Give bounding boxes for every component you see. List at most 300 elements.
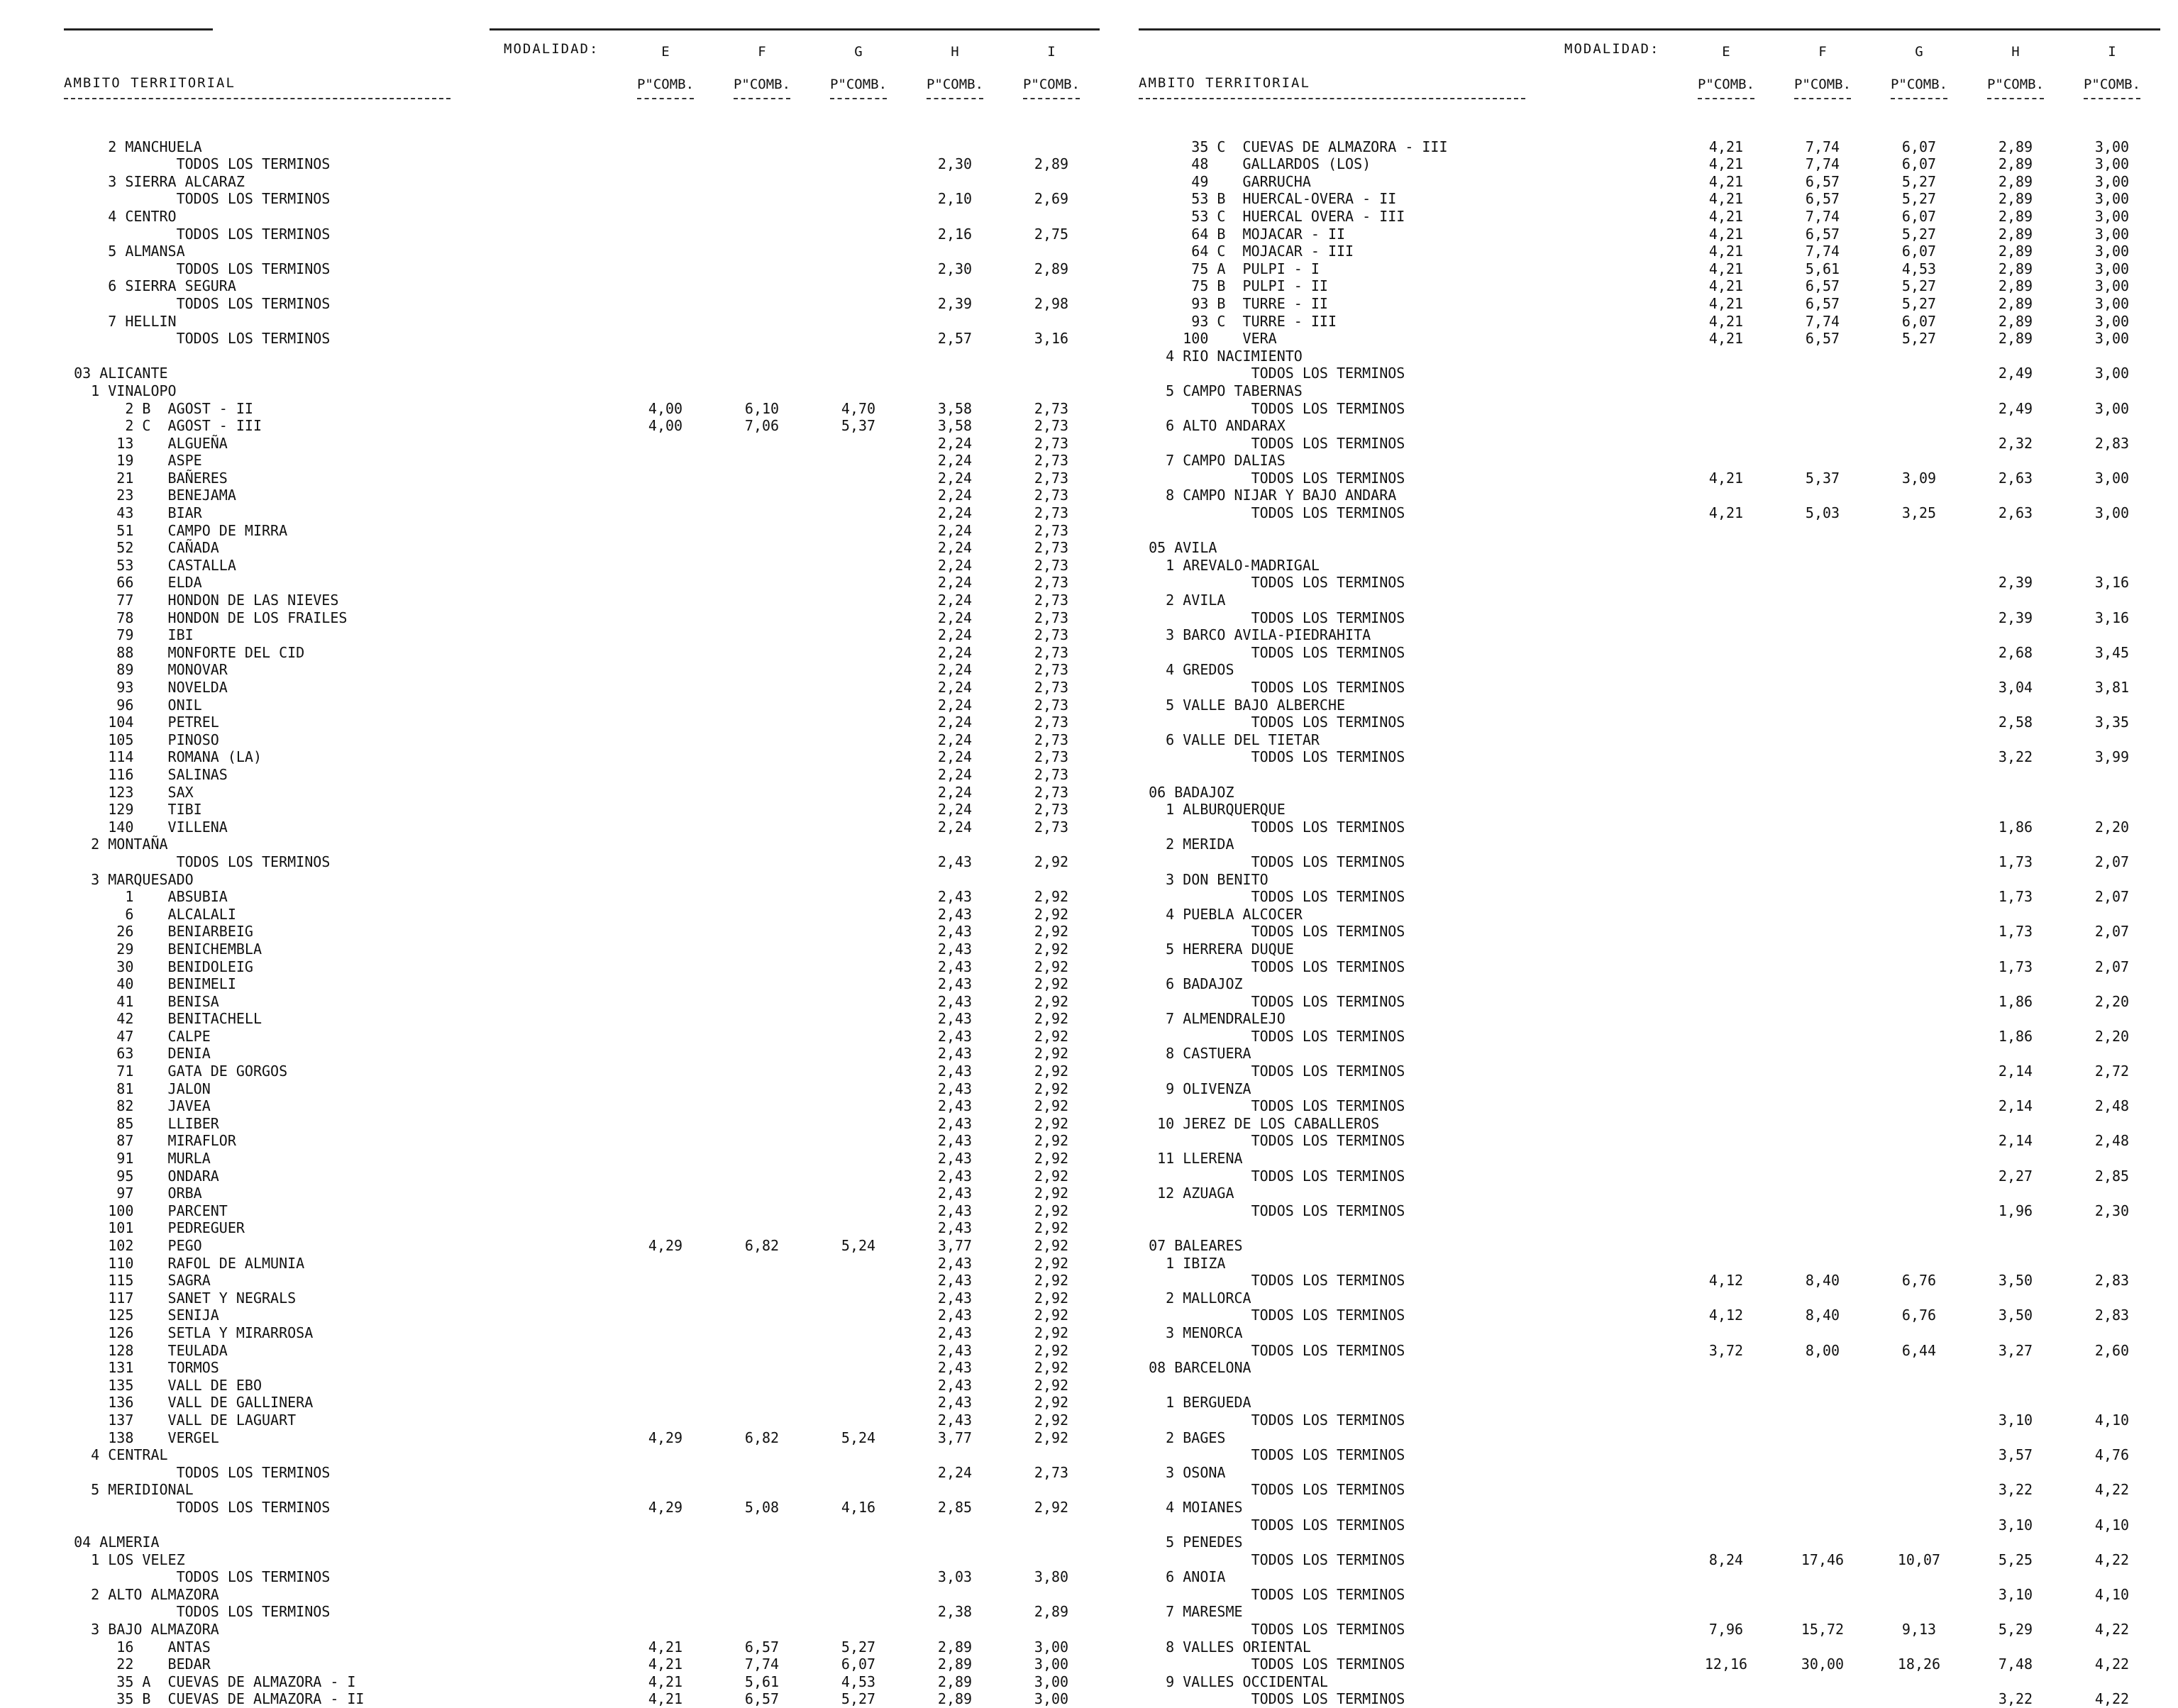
territory-name: 75 A PULPI - I: [1132, 260, 1320, 277]
territory-name: 129 TIBI: [57, 801, 202, 819]
table-row: [1132, 1132, 2167, 1150]
value-h: 3,10: [1998, 1516, 2033, 1534]
value-i: 2,20: [2094, 818, 2130, 836]
table-row: [1132, 714, 2167, 731]
value-i: 3,80: [1034, 1568, 1069, 1586]
territory-name: TODOS LOS TERMINOS: [1132, 1411, 1405, 1429]
territory-name: 8 CAMPO NIJAR Y BAJO ANDARA: [1132, 487, 1397, 504]
table-row: [1132, 1045, 2167, 1063]
territory-name: 88 MONFORTE DEL CID: [57, 643, 305, 661]
territory-name: TODOS LOS TERMINOS: [1132, 888, 1405, 906]
table-row: [1132, 1219, 2167, 1237]
territory-name: TODOS LOS TERMINOS: [1132, 1272, 1405, 1290]
value-h: 2,24: [937, 661, 973, 679]
territory-name: TODOS LOS TERMINOS: [1132, 1202, 1405, 1219]
table-row: [1132, 173, 2167, 191]
value-h: 2,24: [937, 609, 973, 626]
territory-name: 1 VINALOPO: [57, 382, 177, 399]
table-row: [1132, 1464, 2167, 1482]
territory-name: TODOS LOS TERMINOS: [1132, 1621, 1405, 1638]
value-f: 6,57: [1805, 225, 1840, 243]
value-i: 2,92: [1034, 1080, 1069, 1097]
value-i: 3,00: [2094, 243, 2130, 260]
table-row: [1132, 313, 2167, 331]
value-i: 2,73: [1034, 556, 1069, 574]
value-e: 4,21: [648, 1638, 683, 1656]
value-g: 5,24: [841, 1237, 876, 1254]
territory-name: 1 ALBURQUERQUE: [1132, 801, 1286, 819]
value-i: 3,45: [2094, 643, 2130, 661]
territory-name: 125 SENIJA: [57, 1307, 219, 1324]
value-i: 3,00: [1034, 1673, 1069, 1690]
value-i: 3,00: [2094, 225, 2130, 243]
table-row: [1132, 1377, 2167, 1394]
value-i: 2,92: [1034, 1429, 1069, 1446]
table-row: [1132, 1638, 2167, 1656]
value-h: 2,24: [937, 1463, 973, 1481]
territory-name: 6 ALTO ANDARAX: [1132, 417, 1286, 435]
value-i: 2,73: [1034, 521, 1069, 539]
value-i: 2,92: [1034, 905, 1069, 923]
territory-name: 115 SAGRA: [57, 1272, 211, 1290]
territory-name: 51 CAMPO DE MIRRA: [57, 521, 288, 539]
pcomb-g-underline: [830, 98, 887, 99]
territory-name: 42 BENITACHELL: [57, 1010, 262, 1028]
table-row: [1132, 121, 2167, 138]
territory-name: 1 ABSUBIA: [57, 888, 228, 906]
territory-name: 49 GARRUCHA: [1132, 172, 1311, 190]
value-i: 2,83: [2094, 434, 2130, 452]
value-h: 2,43: [937, 1080, 973, 1097]
value-i: 3,00: [2094, 399, 2130, 417]
value-e: 4,12: [1708, 1272, 1744, 1290]
value-h: 3,10: [1998, 1585, 2033, 1603]
value-i: 2,73: [1034, 661, 1069, 679]
value-g: 5,27: [1901, 172, 1937, 190]
value-h: 2,24: [937, 679, 973, 696]
value-e: 3,72: [1708, 1341, 1744, 1359]
pcomb-h-label: P"COMB.: [926, 77, 984, 92]
value-i: 2,92: [1034, 1063, 1069, 1080]
table-row: [1132, 731, 2167, 749]
table-row: [57, 1534, 1107, 1551]
territory-name: 5 PENEDES: [1132, 1534, 1243, 1551]
value-i: 3,00: [2094, 260, 2130, 277]
territory-name: 79 IBI: [57, 626, 194, 644]
value-i: 2,92: [1034, 1394, 1069, 1412]
territory-name: 53 CASTALLA: [57, 556, 236, 574]
table-row: [1132, 190, 2167, 208]
table-row: [57, 226, 1107, 243]
table-row: [1132, 1534, 2167, 1551]
pcomb-h-underline: [927, 98, 983, 99]
table-row: [57, 714, 1107, 731]
value-h: 2,43: [937, 1307, 973, 1324]
value-h: 2,30: [937, 260, 973, 277]
table-row: [57, 1394, 1107, 1412]
col-f-label-right: F: [1818, 44, 1827, 60]
table-row: [57, 871, 1107, 889]
value-h: 2,43: [937, 1063, 973, 1080]
value-h: 2,89: [1998, 172, 2033, 190]
value-e: 4,21: [1708, 277, 1744, 295]
territory-name: TODOS LOS TERMINOS: [1132, 1132, 1405, 1150]
value-i: 2,89: [1034, 1603, 1069, 1621]
table-row: [57, 1272, 1107, 1290]
table-header-right: [1132, 41, 2167, 105]
table-row: [57, 277, 1107, 295]
territory-name: 126 SETLA Y MIRARROSA: [57, 1324, 314, 1341]
ambito-underline: [64, 98, 450, 99]
territory-name: 4 RIO NACIMIENTO: [1132, 347, 1303, 365]
value-i: 2,07: [2094, 923, 2130, 941]
value-f: 6,82: [744, 1237, 780, 1254]
table-row: [1132, 1324, 2167, 1342]
table-row: [1132, 906, 2167, 924]
table-row: [57, 748, 1107, 766]
pcomb-i-label: P"COMB.: [1022, 77, 1080, 92]
value-h: 2,24: [937, 487, 973, 504]
table-row: [57, 539, 1107, 557]
value-f: 7,06: [744, 417, 780, 435]
table-row: [57, 731, 1107, 749]
pcomb-g-label: P"COMB.: [829, 77, 888, 92]
value-i: 3,00: [2094, 365, 2130, 382]
territory-name: 93 C TURRE - III: [1132, 312, 1337, 330]
table-row: [1132, 522, 2167, 540]
value-i: 2,89: [1034, 260, 1069, 277]
table-row: [1132, 1272, 2167, 1290]
col-h-label: H: [951, 44, 959, 60]
value-e: 4,21: [1708, 260, 1744, 277]
territory-name: 4 GREDOS: [1132, 661, 1234, 679]
value-h: 2,16: [937, 225, 973, 243]
value-h: 3,57: [1998, 1446, 2033, 1464]
territory-name: 29 BENICHEMBLA: [57, 940, 262, 958]
value-f: 6,10: [744, 399, 780, 417]
value-i: 3,00: [2094, 207, 2130, 225]
territory-name: 140 VILLENA: [57, 818, 228, 836]
territory-name: 5 MERIDIONAL: [57, 1481, 194, 1499]
territory-name: 2 MONTAÑA: [57, 836, 168, 853]
territory-name: 7 MARESME: [1132, 1603, 1243, 1621]
table-row: [1132, 1307, 2167, 1324]
col-h-label-right: H: [2011, 44, 2020, 60]
value-h: 2,43: [937, 1394, 973, 1412]
table-row: [57, 1185, 1107, 1202]
value-h: 2,57: [937, 330, 973, 348]
territory-name: TODOS LOS TERMINOS: [1132, 679, 1405, 696]
value-i: 2,60: [2094, 1341, 2130, 1359]
value-g: 6,07: [1901, 155, 1937, 173]
table-row: [1132, 748, 2167, 766]
table-row: [57, 1359, 1107, 1377]
table-row: [1132, 539, 2167, 557]
territory-name: TODOS LOS TERMINOS: [57, 190, 331, 208]
table-row: [1132, 1551, 2167, 1569]
territory-name: TODOS LOS TERMINOS: [1132, 1446, 1405, 1464]
left-column: [57, 0, 1107, 1708]
table-row: [1132, 1656, 2167, 1673]
value-e: 4,21: [1708, 243, 1744, 260]
table-row: [1132, 574, 2167, 592]
value-h: 2,39: [1998, 574, 2033, 592]
value-e: 4,29: [648, 1498, 683, 1516]
territory-name: TODOS LOS TERMINOS: [1132, 399, 1405, 417]
territory-name: 100 PARCENT: [57, 1202, 228, 1219]
value-i: 3,35: [2094, 714, 2130, 731]
territory-name: 82 JAVEA: [57, 1097, 211, 1115]
value-i: 3,16: [2094, 574, 2130, 592]
value-h: 2,14: [1998, 1063, 2033, 1080]
territory-name: 75 B PULPI - II: [1132, 277, 1328, 295]
value-i: 3,00: [2094, 330, 2130, 348]
value-e: 4,21: [1708, 312, 1744, 330]
value-g: 6,76: [1901, 1307, 1937, 1324]
pcomb-h-label-right: P"COMB.: [1986, 77, 2045, 92]
pcomb-i-label-right: P"COMB.: [2083, 77, 2141, 92]
value-i: 4,76: [2094, 1446, 2130, 1464]
value-h: 2,89: [1998, 277, 2033, 295]
table-row: [1132, 626, 2167, 644]
territory-name: 64 B MOJACAR - II: [1132, 225, 1346, 243]
value-e: 4,29: [648, 1429, 683, 1446]
table-row: [57, 1568, 1107, 1586]
territory-name: TODOS LOS TERMINOS: [1132, 1341, 1405, 1359]
territory-name: 3 DON BENITO: [1132, 870, 1268, 888]
value-h: 2,24: [937, 783, 973, 801]
territory-name: TODOS LOS TERMINOS: [1132, 1481, 1405, 1499]
territory-name: 19 ASPE: [57, 452, 202, 470]
pcomb-g-underline-right: [1891, 98, 1947, 99]
table-row: [1132, 888, 2167, 906]
table-row: [1132, 679, 2167, 697]
value-h: 2,24: [937, 434, 973, 452]
value-i: 2,73: [1034, 748, 1069, 766]
table-row: [1132, 382, 2167, 400]
value-h: 2,24: [937, 731, 973, 748]
value-i: 2,73: [1034, 592, 1069, 609]
territory-name: TODOS LOS TERMINOS: [1132, 609, 1405, 626]
territory-name: TODOS LOS TERMINOS: [57, 853, 331, 870]
value-i: 2,92: [1034, 1219, 1069, 1237]
value-h: 2,89: [1998, 294, 2033, 312]
table-row: [1132, 993, 2167, 1011]
value-h: 2,32: [1998, 434, 2033, 452]
territory-name: 8 CASTUERA: [1132, 1045, 1251, 1063]
territory-name: 3 BARCO AVILA-PIEDRAHITA: [1132, 626, 1371, 644]
table-row: [57, 1010, 1107, 1028]
table-row: [57, 1377, 1107, 1394]
table-row: [1132, 1394, 2167, 1412]
value-i: 2,73: [1034, 574, 1069, 592]
territory-name: TODOS LOS TERMINOS: [1132, 923, 1405, 941]
col-g-label-right: G: [1915, 44, 1923, 60]
pcomb-f-underline-right: [1794, 98, 1851, 99]
territory-name: TODOS LOS TERMINOS: [57, 1603, 331, 1621]
value-i: 3,00: [2094, 277, 2130, 295]
value-e: 4,21: [1708, 190, 1744, 208]
value-h: 2,43: [937, 975, 973, 993]
value-h: 1,86: [1998, 818, 2033, 836]
value-i: 2,92: [1034, 1045, 1069, 1063]
table-row: [57, 766, 1107, 784]
table-row: [1132, 819, 2167, 836]
value-i: 2,73: [1034, 434, 1069, 452]
table-row: [57, 1673, 1107, 1691]
table-row: [1132, 1586, 2167, 1604]
territory-name: 6 ALCALALI: [57, 905, 236, 923]
table-row: [57, 626, 1107, 644]
value-h: 3,10: [1998, 1411, 2033, 1429]
table-row: [1132, 348, 2167, 365]
table-row: [57, 1586, 1107, 1604]
table-row: [1132, 1429, 2167, 1447]
value-g: 5,27: [1901, 190, 1937, 208]
value-i: 3,81: [2094, 679, 2130, 696]
table-row: [1132, 1115, 2167, 1133]
value-i: 2,92: [1034, 1237, 1069, 1254]
value-g: 10,07: [1897, 1551, 1941, 1568]
territory-name: 13 ALGUEÑA: [57, 434, 228, 452]
table-row: [1132, 260, 2167, 278]
territory-name: TODOS LOS TERMINOS: [1132, 853, 1405, 870]
table-row: [1132, 1255, 2167, 1272]
value-g: 4,16: [841, 1498, 876, 1516]
territory-name: 53 B HUERCAL-OVERA - II: [1132, 190, 1397, 208]
territory-name: 2 C AGOST - III: [57, 417, 262, 435]
value-i: 2,92: [1034, 1202, 1069, 1219]
value-h: 2,89: [937, 1656, 973, 1673]
value-i: 2,98: [1034, 294, 1069, 312]
territory-name: 97 ORBA: [57, 1185, 202, 1202]
value-i: 2,92: [1034, 1150, 1069, 1168]
territory-name: 93 B TURRE - II: [1132, 294, 1328, 312]
table-row: [57, 1621, 1107, 1638]
table-row: [1132, 784, 2167, 802]
value-i: 2,20: [2094, 1027, 2130, 1045]
table-row: [1132, 155, 2167, 173]
table-row: [57, 1656, 1107, 1673]
value-h: 2,89: [1998, 260, 2033, 277]
value-h: 2,43: [937, 940, 973, 958]
territory-name: 6 VALLE DEL TIETAR: [1132, 731, 1320, 748]
value-i: 3,00: [2094, 294, 2130, 312]
value-h: 2,24: [937, 626, 973, 644]
table-row: [1132, 871, 2167, 889]
value-g: 18,26: [1897, 1656, 1941, 1673]
territory-name: TODOS LOS TERMINOS: [1132, 1585, 1405, 1603]
value-h: 2,24: [937, 748, 973, 766]
territory-name: 9 VALLES OCCIDENTAL: [1132, 1673, 1328, 1690]
value-h: 2,43: [937, 853, 973, 870]
territory-name: 66 ELDA: [57, 574, 202, 592]
table-row: [57, 1603, 1107, 1621]
table-row: [57, 1080, 1107, 1098]
table-row: [57, 557, 1107, 575]
value-f: 7,74: [1805, 138, 1840, 155]
territory-name: 26 BENIARBEIG: [57, 923, 253, 941]
table-row: [1132, 1063, 2167, 1080]
value-e: 4,21: [1708, 294, 1744, 312]
territory-name: 48 GALLARDOS (LOS): [1132, 155, 1371, 173]
table-row: [57, 574, 1107, 592]
table-row: [1132, 609, 2167, 627]
value-h: 2,39: [937, 294, 973, 312]
territory-name: 5 VALLE BAJO ALBERCHE: [1132, 696, 1346, 714]
table-row: [57, 365, 1107, 382]
table-row: [57, 1429, 1107, 1447]
value-f: 8,40: [1805, 1272, 1840, 1290]
table-row: [1132, 417, 2167, 435]
value-i: 2,92: [1034, 1307, 1069, 1324]
territory-name: 8 VALLES ORIENTAL: [1132, 1638, 1311, 1656]
value-f: 6,57: [1805, 277, 1840, 295]
value-f: 5,08: [744, 1498, 780, 1516]
value-e: 4,00: [648, 399, 683, 417]
value-g: 5,37: [841, 417, 876, 435]
table-row: [1132, 138, 2167, 156]
table-row: [57, 1307, 1107, 1324]
value-h: 2,89: [1998, 138, 2033, 155]
territory-name: 105 PINOSO: [57, 731, 219, 748]
value-h: 1,73: [1998, 853, 2033, 870]
table-row: [1132, 365, 2167, 382]
value-h: 2,85: [937, 1498, 973, 1516]
col-f-label: F: [758, 44, 766, 60]
value-e: 4,21: [1708, 155, 1744, 173]
value-h: 2,43: [937, 1341, 973, 1359]
table-row: [1132, 1568, 2167, 1586]
table-row: [1132, 853, 2167, 871]
top-rule-short: [64, 28, 213, 30]
table-row: [1132, 1010, 2167, 1028]
table-row: [1132, 470, 2167, 487]
modalidad-label-right: MODALIDAD:: [1564, 41, 1660, 57]
value-h: 2,43: [937, 1272, 973, 1290]
value-i: 2,73: [1034, 417, 1069, 435]
table-row: [1132, 1185, 2167, 1202]
table-row: [57, 941, 1107, 958]
value-h: 2,24: [937, 504, 973, 522]
value-e: 7,96: [1708, 1621, 1744, 1638]
territory-name: 06 BADAJOZ: [1132, 783, 1234, 801]
value-i: 2,07: [2094, 958, 2130, 975]
territory-name: TODOS LOS TERMINOS: [57, 260, 331, 277]
table-row: [1132, 941, 2167, 958]
value-h: 1,73: [1998, 888, 2033, 906]
value-f: 6,57: [1805, 172, 1840, 190]
table-row: [57, 522, 1107, 540]
territory-name: TODOS LOS TERMINOS: [1132, 748, 1405, 766]
territory-name: 104 PETREL: [57, 714, 219, 731]
territory-name: 5 HERRERA DUQUE: [1132, 940, 1294, 958]
value-g: 5,27: [1901, 330, 1937, 348]
value-h: 2,89: [1998, 243, 2033, 260]
territory-name: 2 MALLORCA: [1132, 1289, 1251, 1307]
territory-name: 63 DENIA: [57, 1045, 211, 1063]
value-h: 1,73: [1998, 923, 2033, 941]
table-row: [57, 313, 1107, 331]
territory-name: 2 B AGOST - II: [57, 399, 253, 417]
value-h: 2,39: [1998, 609, 2033, 626]
territory-name: TODOS LOS TERMINOS: [1132, 1063, 1405, 1080]
value-h: 3,22: [1998, 1481, 2033, 1499]
territory-name: 7 HELLIN: [57, 312, 177, 330]
table-row: [57, 592, 1107, 609]
value-i: 2,92: [1034, 958, 1069, 975]
table-row: [57, 993, 1107, 1011]
